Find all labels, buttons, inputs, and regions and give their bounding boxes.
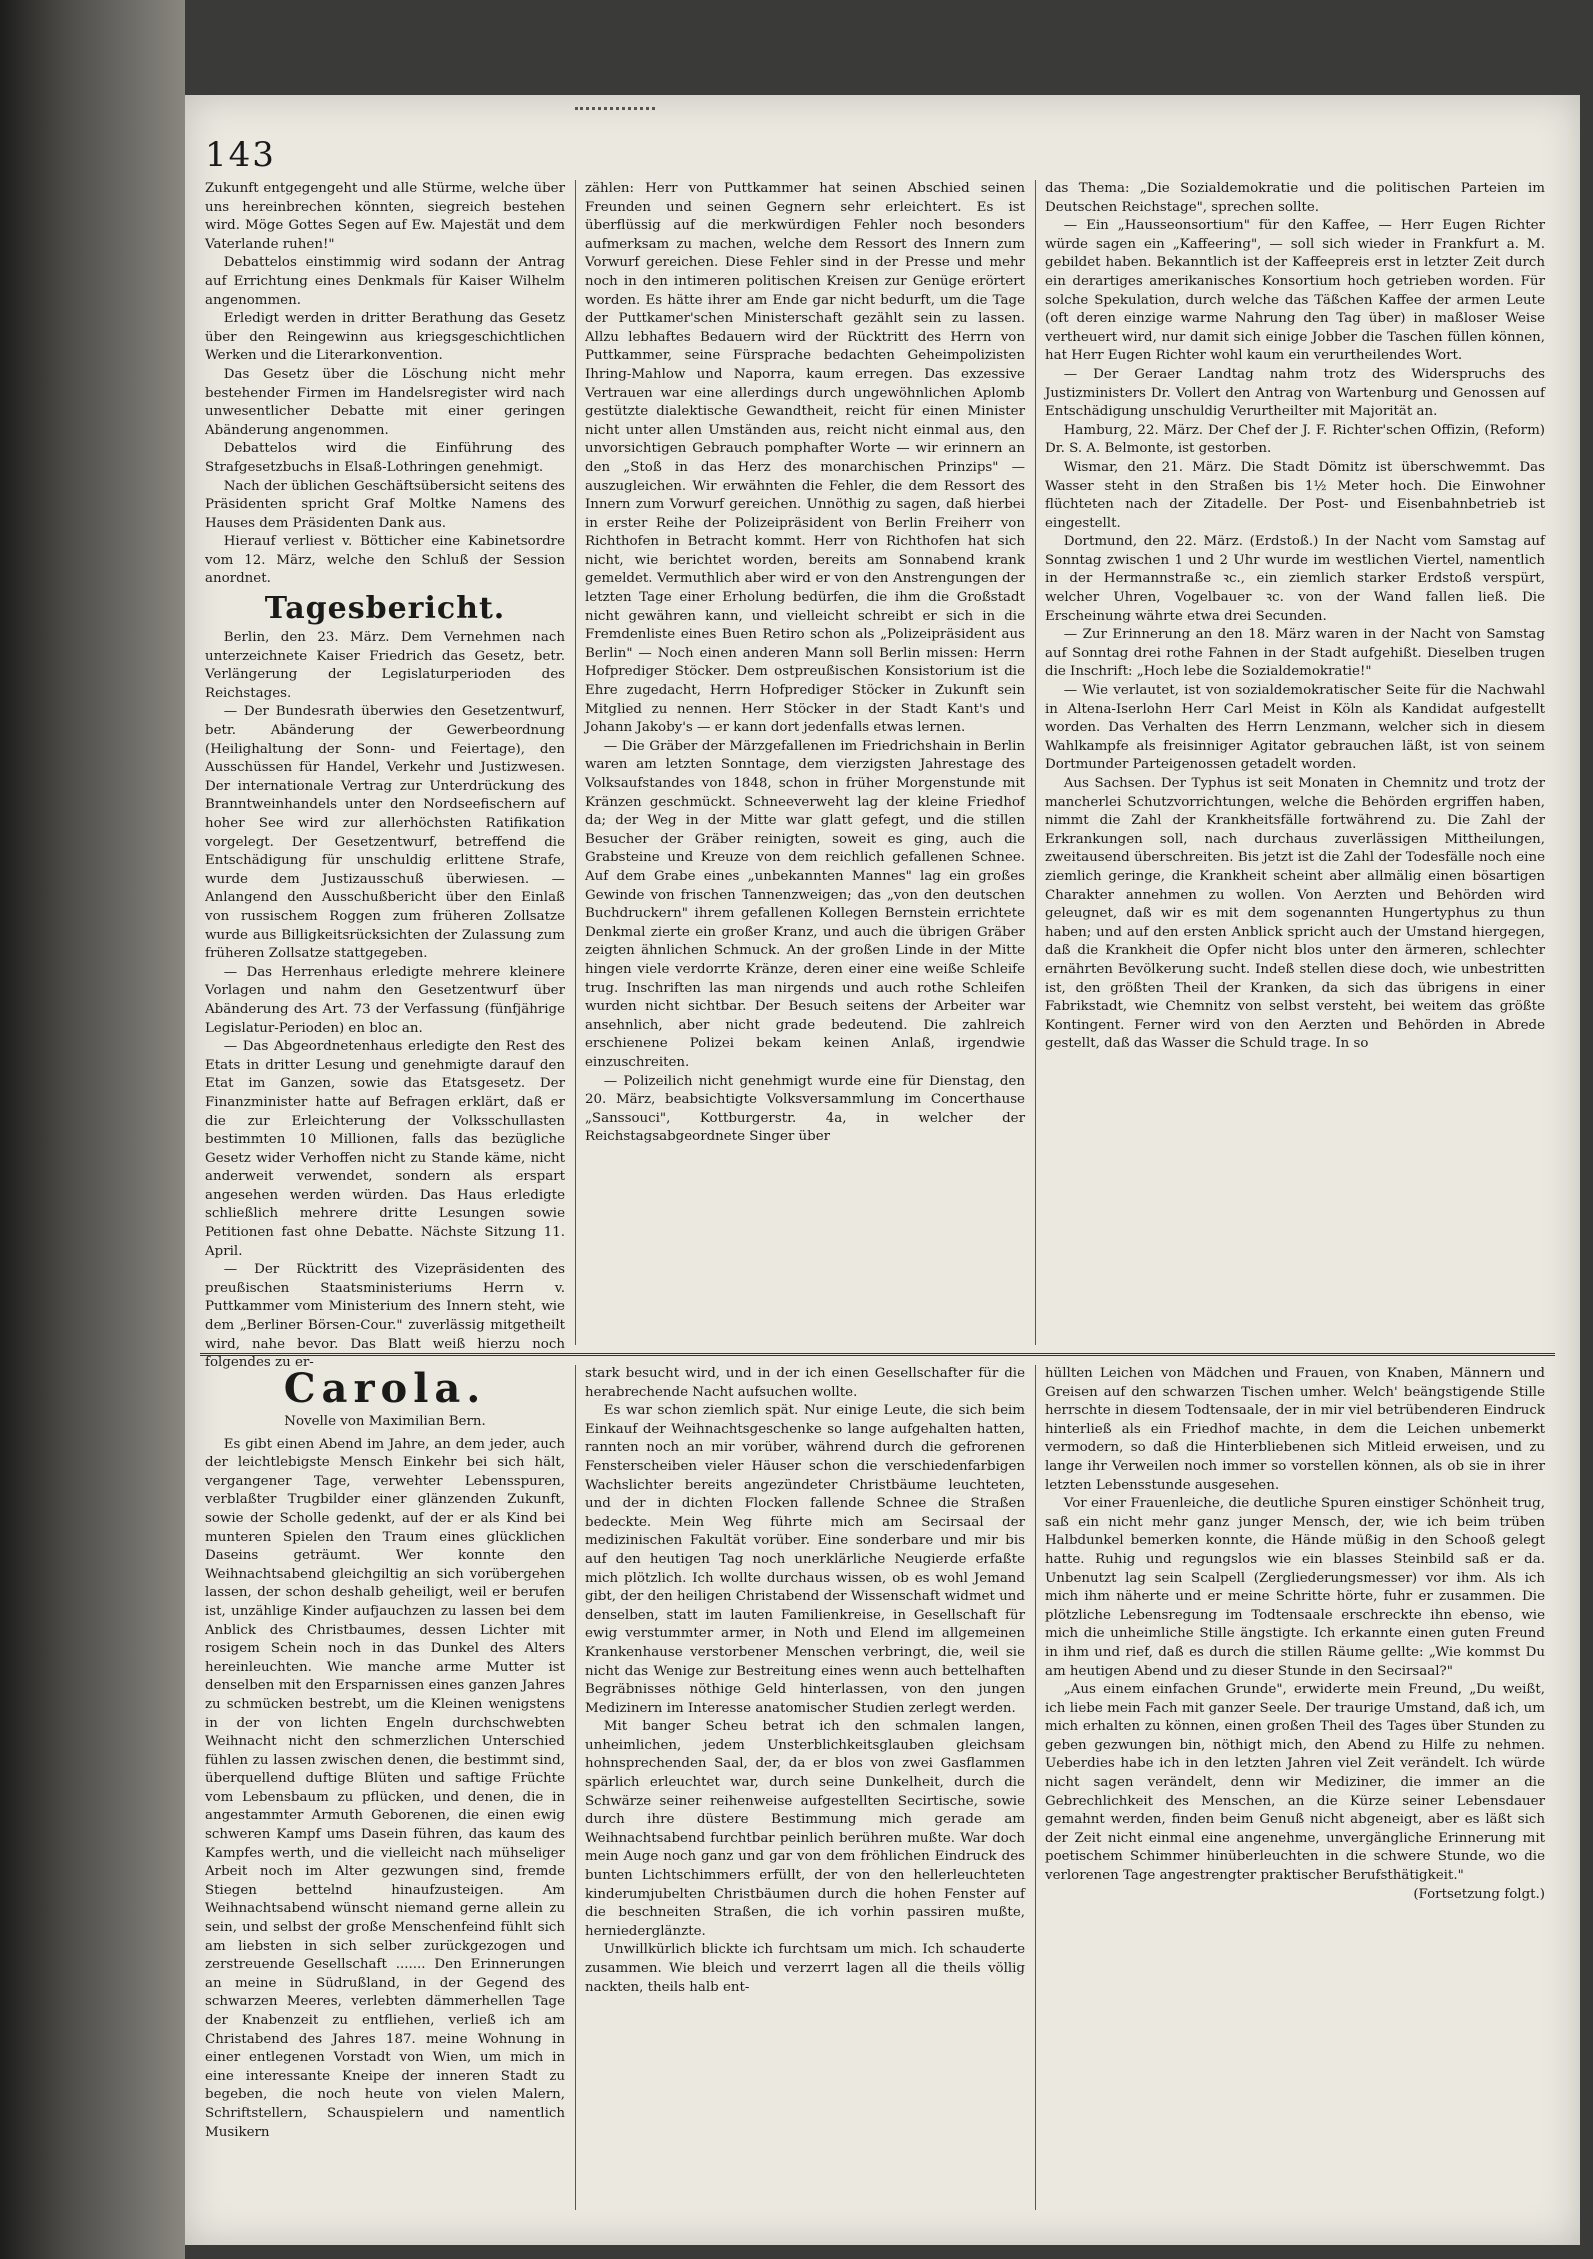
story-paragraph: Unwillkürlich blickte ich furchtsam um mich. Ich schauderte zusammen. Wie bleich und verzerrt lagen all die theils völlig nackten, theils halb ent- xyxy=(585,1942,1025,1995)
news-item: das Thema: „Die Sozialdemokratie und die politischen Parteien im Deutschen Reichstage", sprechen sollte. xyxy=(1045,181,1545,215)
story-paragraph: „Aus einem einfachen Grunde", erwiderte mein Freund, „Du weißt, ich liebe mein Fach mit ganzer Seele. Der traurige Umstand, daß ich, um mich erhalten zu können, einen großen Theil des Tages über Stunden zu geben gezwungen bin, nöthigt mich, den Abend zu Hilfe zu nehmen. Ueberdies habe ich in den letzten Jahren viel Zeit verändelt. Ich würde nicht sagen verändelt, denn wir Mediziner, die immer an die Gebrechlichkeit des Menschen, an die Kürze seiner Lebensdauer gemahnt werden, finden beim Genuß nicht abgeneigt, aber es läßt sich der Zeit nicht einmal eine angenehme, unvergängliche Erinnerung mit poetischem Schimmer hinüberleuchten in die schwere Stunde, wo die verlorenen Tage angestrengter praktischer Berufsthätigkeit." xyxy=(1045,1682,1545,1884)
story-paragraph: stark besucht wird, und in der ich einen Gesellschafter für die herabrechende Nacht aufsuchen wollte. xyxy=(585,1366,1025,1400)
feuilleton-rule xyxy=(200,1353,1555,1356)
column-3 xyxy=(1045,180,1545,1345)
page-number: 143 xyxy=(205,135,276,175)
story-paragraph: Es gibt einen Abend im Jahre, an dem jeder, auch der leichtlebigste Mensch Einkehr bei sich hält, vergangener Tage, verwehter Lebensspuren, verblaßter Trugbilder einer glänzenden Zukunft, sowie der Scholle gedenkt, auf der er als Kind bei munteren Spielen den Traum eines glücklichen Daseins geträumt. Wer konnte den Weihnachtsabend gleichgiltig an sich vorübergehen lassen, der schon deshalb geheiligt, weil er berufen ist, unzählige Kinder aufjauchzen zu lassen bei dem Anblick des Christbaumes, dessen Lichter mit rosigem Schein noch in das Dunkel des Alters hereinleuchten. Wie manche arme Mutter ist denselben mit den Ersparnissen eines ganzen Jahres zu schmücken bestrebt, um die Kleinen wenigstens in der von lichten Engeln durchschwebten Weihnacht nicht den schmerzlichen Unterschied fühlen zu lassen zwischen denen, die bestimmt sind, überquellend duftige Blüten und saftige Früchte vom Lebensbaum zu pflücken, und denen, die in angestammter Armuth Geborenen, die einen ewig schweren Kampf ums Dasein führen, das kaum des Kampfes werth, und die vielleicht nach mühseliger Arbeit noch im Alter gezwungen sind, fremde Stiegen bettelnd hinaufzusteigen. Am Weihnachtsabend wünscht niemand gerne allein zu sein, und selbst der große Menschenfeind fühlt sich am liebsten in sich selber zurückgezogen und zerstreuende Gesellschaft ....... Den Erinnerungen an meine in Südrußland, in der Gegend des schwarzen Meeres, verlebten dämmerhellen Tage der Knabenzeit zu entfliehen, verließ ich am Christabend des Jahres 187. meine Wohnung in einer entlegenen Vorstadt von Wien, um mich in eine interessante Kneipe der inneren Stadt zu begeben, die noch heute von vielen Malern, Schriftstellern, Schauspielern und namentlich Musikern xyxy=(205,1436,565,2140)
feuilleton-column-2 xyxy=(585,1365,1025,2210)
news-item: zählen: Herr von Puttkammer hat seinen Abschied seinen Freunden und seinen Gegnern sehr erleichtert. Es ist überflüssig auf die merkwürdigen Fehler noch besonders aufmerksam zu machen, welche dem Ressort des Innern zum Vorwurf gereichen. Diese Fehler sind in der Presse und mehr noch in den intimeren politischen Kreisen zur Genüge erörtert worden. Es hätte ihrer am Ende gar nicht bedurft, um die Tage der Puttkamer'schen Ministerschaft gezählt sein zu lassen. Allzu lebhaftes Bedauern wird der Rücktritt des Herrn von Puttkammer, seine Fürsprache bedachten Geheimpolizisten Ihring-Mahlow und Naporra, kaum erregen. Das exzessive Vertrauen war eine allerdings durch ungewöhnlichen Aplomb gestützte dialektische Gewandtheit, reicht für einen Minister nicht unter allen Umständen aus, reicht nicht einmal aus, den unvorsichtigen Gebrauch pomphafter Worte — wir erinnern an den „Stoß in das Herz des monarchischen Prinzips" — auszugleichen. Wir erwähnten die Fehler, die dem Ressort des Innern zum Vorwurf gereichen. Unnöthig zu sagen, daß hierbei in erster Reihe der Polizeipräsident von Berlin Freiherr von Richthofen in Betracht kommt. Herr von Richthofen hat sich nicht, wie berichtet worden, bereits am Sonnabend krank gemeldet. Vermuthlich aber wird er von den Anstrengungen der letzten Tage einer Erholung bedürfen, die ihm die Großstadt nicht gewähren kann, und vielleicht schreibt er sich in die Fremdenliste eines Buen Retiro schon als „Polizeipräsident aus Berlin" — Noch einen anderen Mann soll Berlin missen: Herrn Hofprediger Stöcker. Dem ostpreußischen Konsistorium ist die Ehre zugedacht, Herrn Hofprediger Stöcker in Zukunft sein Mitglied zu nennen. Herr Stöcker in der Stadt Kant's und Johann Jakoby's — er kann dort jedenfalls etwas lernen. xyxy=(585,181,1025,736)
continuation-note: (Fortsetzung folgt.) xyxy=(1413,1886,1545,1902)
news-item: — Ein „Hausseonsortium" für den Kaffee, — Herr Eugen Richter würde sagen ein „Kaffeering", — soll sich wieder in Frankfurt a. M. gebildet haben. Bekanntlich ist der Kaffeepreis erst in letzter Zeit durch ein derartiges amerikanisches Konsortium hoch getrieben worden. Für solche Spekulation, durch welche das Täßchen Kaffee der armen Leute (oft deren einzige warme Nahrung den Tag über) in maßloser Weise vertheuert wird, nur damit sich einige Jobber die Taschen füllen können, hat Herr Eugen Richter wohl kaum ein verurtheilendes Wort. xyxy=(1045,218,1545,364)
column-rule xyxy=(575,180,576,1345)
news-item: Dortmund, den 22. März. (Erdstoß.) In der Nacht vom Samstag auf Sonntag zwischen 1 und 2 Uhr wurde im westlichen Viertel, namentlich in der Hermannstraße ꝛc., ein ziemlich starker Erdstoß verspürt, welcher Uhren, Vogelbauer ꝛc. von der Wand fallen ließ. Die Erscheinung währte etwa drei Secunden. xyxy=(1045,534,1545,624)
news-item: — Der Rücktritt des Vizepräsidenten des preußischen Staatsministeriums Herrn v. Puttkammer vom Ministerium des Innern steht, wie dem „Berliner Börsen-Cour." zuverlässig mitgetheilt wird, nahe bevor. Das Blatt weiß hierzu noch folgendes zu er- xyxy=(205,1262,565,1371)
column-rule xyxy=(575,1365,576,2210)
col1-para: Debattelos einstimmig wird sodann der Antrag auf Errichtung eines Denkmals für Kaiser Wilhelm angenommen. xyxy=(205,255,565,308)
column-1 xyxy=(205,180,565,1371)
news-item: — Zur Erinnerung an den 18. März waren in der Nacht von Samstag auf Sonntag drei rothe Fahnen in der Stadt aufgehißt. Dieselben trugen die Inschrift: „Hoch lebe die Sozialdemokratie!" xyxy=(1045,627,1545,680)
book-binding xyxy=(0,0,185,2259)
feuilleton-column-3 xyxy=(1045,1365,1545,2210)
col1-intro: Zukunft entgegengeht und alle Stürme, welche über uns hereinbrechen könnten, siegreich bestehen wird. Möge Gottes Segen auf Ew. Majestät und dem Vaterlande ruhen!" xyxy=(205,181,565,252)
news-item: — Wie verlautet, ist von sozialdemokratischer Seite für die Nachwahl in Altena-Iserlohn Herr Carl Meist in Köln als Kandidat aufgestellt worden. Das Verhalten des Herrn Lenzmann, welcher sich in diesem Wahlkampfe als freisinniger Agitator gebrauchen läßt, ist von seinem Dortmunder Parteigenossen getadelt worden. xyxy=(1045,683,1545,773)
story-paragraph: Es war schon ziemlich spät. Nur einige Leute, die sich beim Einkauf der Weihnachtsgeschenke so lange aufgehalten hatten, rannten noch an mir vorüber, während durch die gefrorenen Fensterscheiben vieler Häuser schon die verschiedenfarbigen Wachslichter bereits angezündeter Christbäume leuchteten, und der in dichten Flocken fallende Schnee die Straßen bedeckte. Mein Weg führte mich am Secirsaal der medizinischen Fakultät vorüber. Eine sonderbare und mir bis auf den heutigen Tag noch unerklärliche Neugierde erfaßte mich plötzlich. Ich wollte durchaus wissen, ob es wohl Jemand gibt, der den heiligen Christabend der Wissenschaft widmet und denselben, statt im lauten Familienkreise, in Gesellschaft für ewig verstummter armer, in Noth und Elend im allgemeinen Krankenhause verstorbener Menschen verbringt, die, weil sie nicht das Wenige zur Bestreitung eines wenn auch bettelhaften Begräbnisses nöthige Geld hinterlassen, von den jungen Medizinern im Interesse anatomischer Studien zerlegt werden. xyxy=(585,1403,1025,1716)
news-item: Berlin, den 23. März. Dem Vernehmen nach unterzeichnete Kaiser Friedrich das Gesetz, betr. Verlängerung der Legislaturperioden des Reichstages. xyxy=(205,630,565,701)
story-paragraph: Mit banger Scheu betrat ich den schmalen langen, unheimlichen, jedem Unsterblichkeitsglauben gleichsam hohnsprechenden Saal, der, da er blos von zwei Gasflammen spärlich erleuchtet war, durch seine Dunkelheit, durch die Schwärze seiner reihenweise aufgestellten Secirtische, sowie durch ihre düstere Bestimmung mich gerade am Weihnachtsabend furchtbar peinlich berühren mußte. War doch mein Auge noch ganz und gar von dem fröhlichen Eindruck des bunten Lichtschimmers erfüllt, der von den hellerleuchteten kinderumjubelten Christbäumen durch die hohen Fenster auf die beschneiten Straßen, die ich vorhin passiren mußte, herniederglänzte. xyxy=(585,1719,1025,1939)
story-subtitle: Novelle von Maximilian Bern. xyxy=(284,1414,486,1429)
feuilleton-column-1 xyxy=(205,1365,565,2210)
news-item: Wismar, den 21. März. Die Stadt Dömitz ist überschwemmt. Das Wasser steht in den Straßen bis 1½ Meter hoch. Die Einwohner flüchteten nach der Zitadelle. Der Post- und Eisenbahnbetrieb ist eingestellt. xyxy=(1045,459,1545,531)
news-item: — Das Herrenhaus erledigte mehrere kleinere Vorlagen und nahm den Gesetzentwurf über Abänderung des Art. 73 der Verfassung (fünfjährige Legislatur-Perioden) en bloc an. xyxy=(205,964,565,1036)
news-item: — Das Abgeordnetenhaus erledigte den Rest des Etats in dritter Lesung und genehmigte darauf den Etat im Ganzen, sowie das Etatsgesetz. Der Finanzminister hatte auf Befragen erklärt, daß er die zur Erleichterung der Volksschullasten bestimmten 10 Millionen, falls das bezügliche Gesetz wider Verhoffen nicht zu Stande käme, nicht anderweit verwendet, sondern als erspart angesehen werden würden. Das Haus erledigte schließlich mehrere dritte Lesungen sowie Petitionen fast ohne Debatte. Nächste Sitzung 11. April. xyxy=(205,1039,565,1259)
news-item: — Der Bundesrath überwies den Gesetzentwurf, betr. Abänderung der Gewerbeordnung (Heilighaltung der Sonn- und Feiertage), den Ausschüssen für Handel, Verkehr und Justizwesen. Der internationale Vertrag zur Unterdrückung des Branntweinhandels unter den Nordseefischern auf hoher See wird zur allerhöchsten Ratifikation vorgelegt. Der Gesetzentwurf, betreffend die Entschädigung für unschuldig erlittene Strafe, wurde dem Justizausschuß überwiesen. — Anlangend den Ausschußbericht über den Einlaß von russischem Roggen zum früheren Zollsatze wurde aus Billigkeitsrücksichten der Zulassung zum früheren Zollsatze stattgegeben. xyxy=(205,704,565,962)
story-title: Carola. xyxy=(283,1365,487,1412)
news-item: — Die Gräber der Märzgefallenen im Friedrichshain in Berlin waren am letzten Sonntage, dem vierzigsten Jahrestage des Volksaufstandes von 1848, schon in früher Morgenstunde mit Kränzen geschmückt. Schneeverweht lag der kleine Friedhof da; der Weg in der Mitte war glatt gefegt, und die stillen Besucher der Gräber reinigten, soweit es ging, auch die Grabsteine und Kreuze von dem reichlich gefallenen Schnee. Auf dem Grabe eines „unbekannten Mannes" lag ein großes Gewinde von frischen Tannenzweigen; das „von den deutschen Buchdruckern" ihrem gefallenen Kollegen Bernstein errichtete Denkmal zierte ein großer Kranz, und auch die übrigen Gräber zeigten ähnlichen Schmuck. An der großen Linde in der Mitte hingen viele verdorrte Kränze, deren einer eine weiße Schleife trug. Inschriften las man nirgends und auch rothe Schleifen wurden nicht sichtbar. Der Besuch seitens der Arbeiter war ansehnlich, aber nicht grade bedeutend. Die zahlreich erschienene Polizei bekam keinen Anlaß, irgendwie einzuschreiten. xyxy=(585,738,1025,1070)
column-2 xyxy=(585,180,1025,1345)
news-item: Hamburg, 22. März. Der Chef der J. F. Richter'schen Offizin, (Reform) Dr. S. A. Belmonte, ist gestorben. xyxy=(1045,422,1545,457)
news-item: Aus Sachsen. Der Typhus ist seit Monaten in Chemnitz und trotz der mancherlei Schutzvorrichtungen, welche die Behörden ergriffen haben, nimmt die Zahl der Krankheitsfälle fortwährend zu. Die Zahl der Erkrankungen soll, nach durchaus zuverlässigen Mittheilungen, zweitausend überschreiten. Bis jetzt ist die Zahl der Todesfälle noch eine ziemlich geringe, die Krankheit scheint aber allmälig einen bösartigen Charakter annehmen zu wollen. Von Aerzten und Behörden wird geleugnet, daß wir es mit dem sogenannten Hungertyphus zu thun haben; und auf den ersten Anblick spricht auch der Umstand hiergegen, daß die Krankheit die Opfer nicht blos unter den ärmeren, schlechter ernährten Bevölkerung sucht. Indeß stellen diese doch, wie unbestritten ist, den größten Theil der Kranken, da sich das übrigens in einer Fabrikstadt, wie Chemnitz von selbst versteht, bei weitem das größte Kontingent. Ferner wird von den Aerzten und Behörden in Abrede gestellt, daß das Wasser die Schuld trage. In so xyxy=(1045,776,1545,1052)
news-item: — Der Geraer Landtag nahm trotz des Widerspruchs des Justizministers Dr. Vollert den Antrag von Wartenburg und Genossen auf Entschädigung unschuldig Verurtheilter mit Majorität an. xyxy=(1045,366,1545,420)
story-paragraph: Vor einer Frauenleiche, die deutliche Spuren einstiger Schönheit trug, saß ein nicht mehr ganz junger Mensch, der, wie ich beim trüben Halbdunkel bemerken konnte, die Hände müßig in den Schooß gelegt hatte. Ruhig und regungslos wie ein blasses Steinbild saß er da. Unbenutzt lag sein Scalpell (Zergliederungsmesser) vor ihm. Als ich mich ihm näherte und er meine Schritte hörte, fuhr er zusammen. Die plötzliche Lebensregung im Todtensaale erschreckte ihn ebenso, wie mich die unheimliche Stille ängstigte. Ich erkannte einen guten Freund in ihm und rief, daß es durch die stillen Räume gellte: „Wie kommst Du am heutigen Abend und zu dieser Stunde in den Secirsaal?" xyxy=(1045,1496,1545,1679)
col1-para: Hierauf verliest v. Bötticher eine Kabinetsordre vom 12. März, welche den Schluß der Session anordnet. xyxy=(205,534,565,587)
col1-para: Nach der üblichen Geschäftsübersicht seitens des Präsidenten spricht Graf Moltke Namens des Hauses dem Präsidenten Dank aus. xyxy=(205,478,565,531)
printers-mark xyxy=(575,107,655,115)
news-item: — Polizeilich nicht genehmigt wurde eine für Dienstag, den 20. März, beabsichtigte Volksversammlung im Concerthause „Sanssouci", Kottburgerstr. 4a, in welcher der Reichstagsabgeordnete Singer über xyxy=(585,1073,1025,1145)
column-rule xyxy=(1035,1365,1036,2210)
col1-para: Erledigt werden in dritter Berathung das Gesetz über den Reingewinn aus kriegsgeschichtlichen Werken und die Literarkonvention. xyxy=(205,311,565,364)
story-paragraph: hüllten Leichen von Mädchen und Frauen, von Knaben, Männern und Greisen auf den schwarzen Tischen umher. Welch' beängstigende Stille herrschte in diesem Todtensaale, der in mir viel betrübenderen Eindruck hinterließ als ein Friedhof machte, in dem die Leichen unbemerkt vermodern, so daß die Hinterbliebenen sich Mitleid erweisen, und zu lange ihr Verweilen noch immer so vorstellen können, als ob sie in ihrer letzten Lebensstunde ausgesehen. xyxy=(1045,1366,1545,1493)
newspaper-page xyxy=(185,95,1580,2245)
col1-para: Das Gesetz über die Löschung nicht mehr bestehender Firmen im Handelsregister wird nach unwesentlicher Debatte mit einer geringen Abänderung angenommen. xyxy=(205,366,565,438)
column-rule xyxy=(1035,180,1036,1345)
col1-para: Debattelos wird die Einführung des Strafgesetzbuchs in Elsaß-Lothringen genehmigt. xyxy=(205,441,565,475)
section-title-tagesbericht: Tagesbericht. xyxy=(264,591,506,627)
